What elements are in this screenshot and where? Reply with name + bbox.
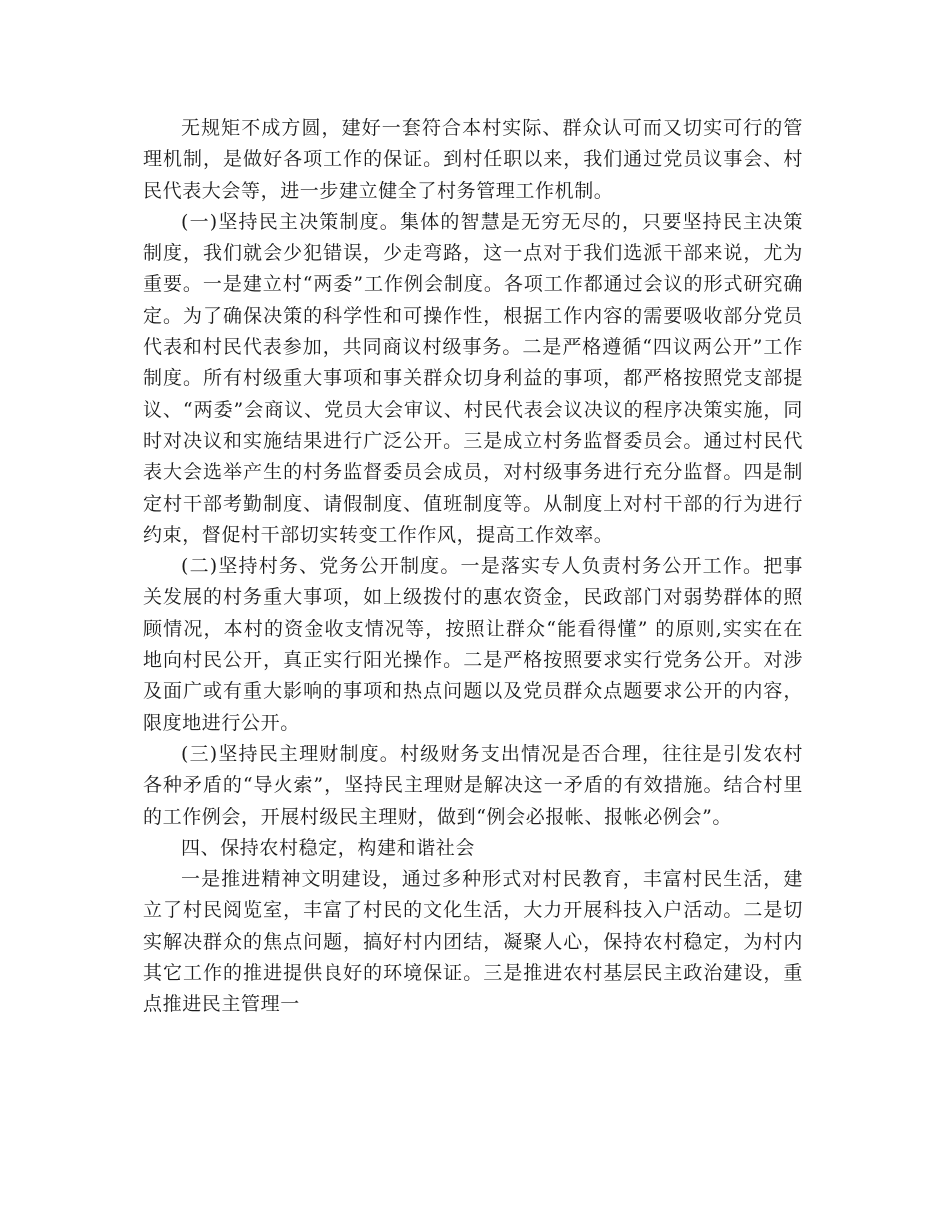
paragraph-democratic-decision-system: (一)坚持民主决策制度。集体的智慧是无穷无尽的，只要坚持民主决策制度，我们就会少犯错误，少走弯路，这一点对于我们选派干部来说，尤为重要。一是建立村“两委”工作例会制度。各项工作都通过会议的形式研究确定。为了确保决策的科学性和可操作性，根据工作内容的需要吸收部分党员代表和村民代表参加，共同商议村级事务。二是严格遵循“四议两公开”工作制度。所有村级重大事项和事关群众切身利益的事项，都严格按照党支部提议、“两委”会商议、党员大会审议、村民代表会议决议的程序决策实施，同时对决议和实施结果进行广泛公开。三是成立村务监督委员会。通过村民代表大会选举产生的村务监督委员会成员，对村级事务进行充分监督。四是制定村干部考勤制度、请假制度、值班制度等。从制度上对村干部的行为进行约束，督促村干部切实转变工作作风，提高工作效率。	[143, 210, 803, 546]
document-body	[143, 113, 803, 1021]
section-heading-rural-stability: 四、保持农村稳定，构建和谐社会	[181, 836, 476, 859]
paragraph-spiritual-civilization: 一是推进精神文明建设，通过多种形式对村民教育，丰富村民生活，建立了村民阅览室，丰富了村民的文化生活，大力开展科技入户活动。二是切实解决群众的焦点问题，搞好村内团结，凝聚人心，保持农村稳定，为村内其它工作的推进提供良好的环境保证。三是推进农村基层民主政治建设，重点推进民主管理一	[143, 868, 803, 1016]
paragraph-village-management-mechanism: 无规矩不成方圆，建好一套符合本村实际、群众认可而又切实可行的管理机制，是做好各项工作的保证。到村任职以来，我们通过党员议事会、村民代表大会等，进一步建立健全了村务管理工作机制。	[143, 117, 803, 202]
paragraph-democratic-finance: (三)坚持民主理财制度。村级财务支出情况是否合理，往往是引发农村各种矛盾的“导火索”，坚持民主理财是解决这一矛盾的有效措施。结合村里的工作例会，开展村级民主理财，做到“例会必报帐、报帐必例会”。	[143, 742, 803, 828]
paragraph-public-affairs-disclosure: (二)坚持村务、党务公开制度。一是落实专人负责村务公开工作。把事关发展的村务重大事项，如上级拨付的惠农资金，民政部门对弱势群体的照顾情况，本村的资金收支情况等，按照让群众“能看得懂” 的原则,实实在在地向村民公开，真正实行阳光操作。二是严格按照要求实行党务公开。对涉及面广或有重大影响的事项和热点问题以及党员群众点题要求公开的内容，限度地进行公开。	[143, 555, 803, 734]
